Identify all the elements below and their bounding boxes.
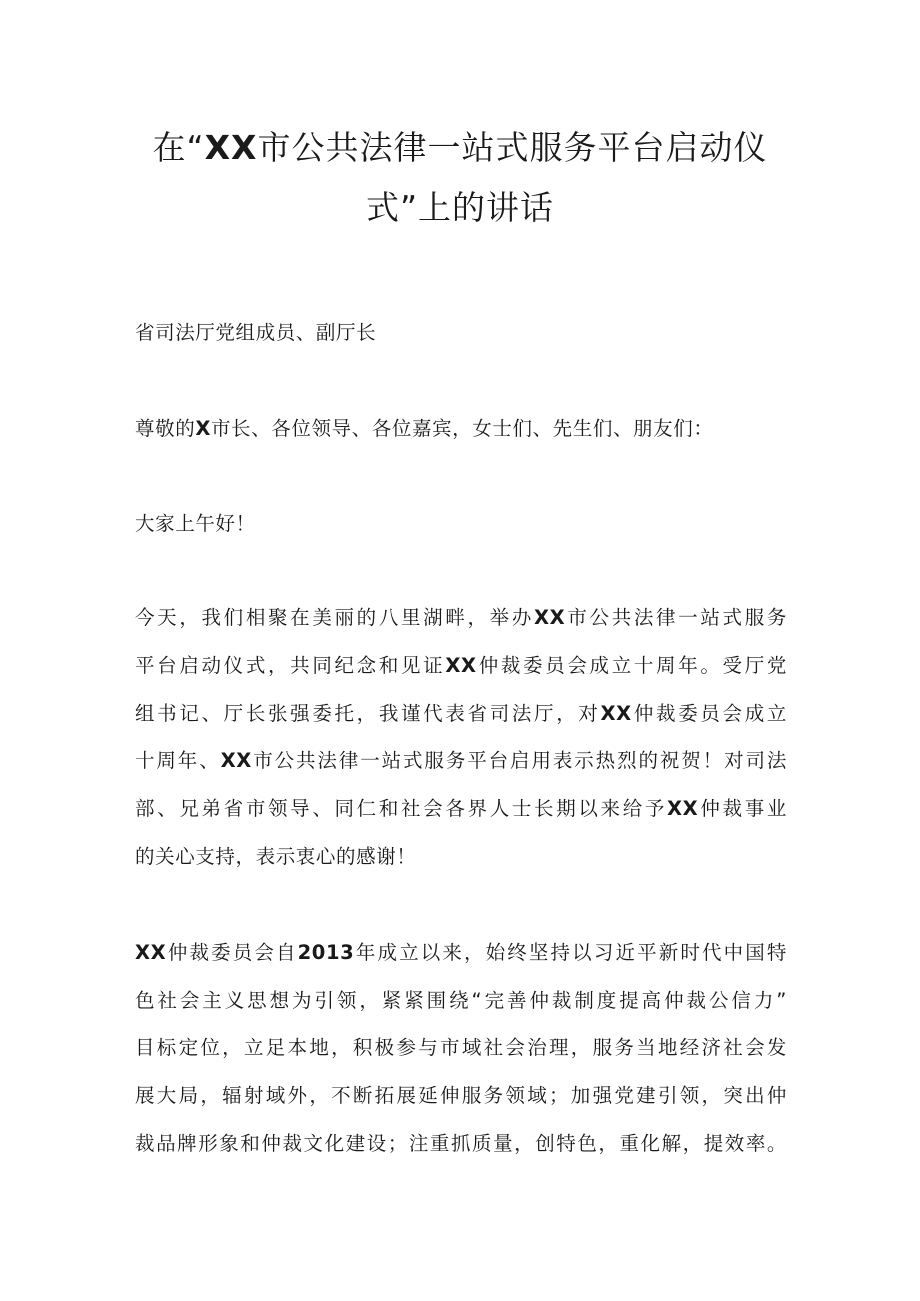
- paragraph-2-line-5: 裁品牌形象和仲裁文化建设；注重抓质量，创特色，重化解，提效率。: [135, 1132, 787, 1155]
- paragraph-1-line-2: 平台启动仪式，共同纪念和见证XX仲裁委员会成立十周年。受厅党: [135, 654, 787, 677]
- paragraph-1-line-1: 今天，我们相聚在美丽的八里湖畔，举办XX市公共法律一站式服务: [135, 606, 787, 629]
- salutation-line: 尊敬的X市长、各位领导、各位嘉宾，女士们、先生们、朋友们：: [135, 417, 714, 440]
- paragraph-1-line-6: 的关心支持，表示衷心的感谢！: [135, 845, 417, 868]
- speaker-line: 省司法厅党组成员、副厅长: [135, 321, 377, 344]
- paragraph-2-line-3: 目标定位，立足本地，积极参与市域社会治理，服务当地经济社会发: [135, 1036, 787, 1059]
- paragraph-2-line-2: 色社会主义思想为引领，紧紧围绕“完善仲裁制度提高仲裁公信力”: [135, 989, 787, 1012]
- document-title-line-1: 在“XX市公共法律一站式服务平台启动仪: [152, 128, 768, 167]
- document-title-line-2: 式”上的讲话: [365, 188, 555, 227]
- paragraph-1-line-4: 十周年、XX市公共法律一站式服务平台启用表示热烈的祝贺！对司法: [135, 749, 787, 772]
- paragraph-1-line-3: 组书记、厅长张强委托，我谨代表省司法厅，对XX仲裁委员会成立: [135, 702, 787, 725]
- paragraph-1-line-5: 部、兄弟省市领导、同仁和社会各界人士长期以来给予XX仲裁事业: [135, 797, 788, 820]
- greeting-line: 大家上午好！: [135, 512, 256, 535]
- paragraph-2-line-1: XX仲裁委员会自2013年成立以来，始终坚持以习近平新时代中国特: [135, 941, 787, 964]
- paragraph-2-line-4: 展大局，辐射域外，不断拓展延伸服务领域；加强党建引领，突出仲: [135, 1084, 787, 1107]
